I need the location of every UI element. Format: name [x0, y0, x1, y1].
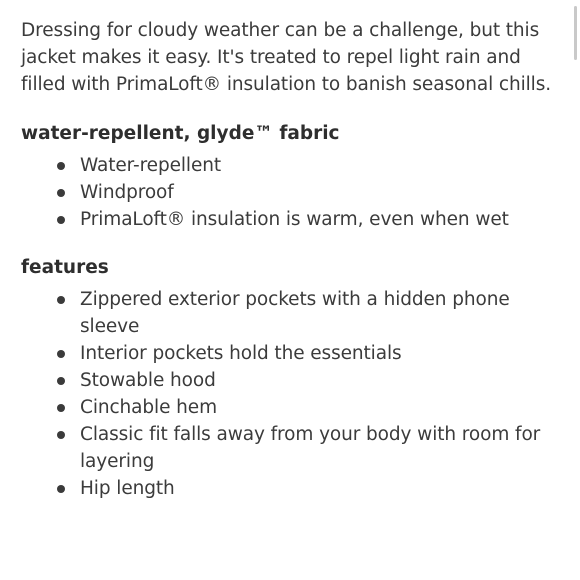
list-item — [21, 152, 569, 179]
bullet-icon — [57, 377, 65, 385]
list-item-text: Cinchable hem — [80, 397, 217, 418]
list-item-text: PrimaLoft® insulation is warm, even when wet — [80, 209, 509, 230]
features-list — [21, 286, 569, 502]
list-item — [21, 421, 569, 475]
list-item-text: Hip length — [80, 478, 175, 499]
list-item — [21, 206, 569, 233]
list-item — [21, 394, 569, 421]
list-item — [21, 367, 569, 394]
scrollbar[interactable] — [574, 6, 577, 60]
bullet-icon — [57, 216, 65, 224]
bullet-icon — [57, 189, 65, 197]
fabric-list — [21, 152, 569, 233]
list-item-text: Stowable hood — [80, 370, 216, 391]
list-item-text: Zippered exterior pockets with a hidden phone sleeve — [80, 289, 510, 337]
intro-paragraph: Dressing for cloudy weather can be a challenge, but this jacket makes it easy. It's treated to repel light rain and filled with PrimaLoft® insulation to banish seasonal chills. — [21, 20, 552, 95]
bullet-icon — [57, 431, 65, 439]
features-heading: features — [21, 257, 109, 278]
list-item — [21, 475, 569, 502]
list-item — [21, 179, 569, 206]
bullet-icon — [57, 404, 65, 412]
list-item-text: Water-repellent — [80, 155, 222, 176]
list-item — [21, 286, 569, 340]
list-item-text: Interior pockets hold the essentials — [80, 343, 402, 364]
list-item — [21, 340, 569, 367]
list-item-text: Windproof — [80, 182, 174, 203]
bullet-icon — [57, 350, 65, 358]
bullet-icon — [57, 296, 65, 304]
bullet-icon — [57, 162, 65, 170]
product-description — [21, 17, 569, 502]
list-item-text: Classic fit falls away from your body with room for layering — [80, 424, 541, 472]
bullet-icon — [57, 485, 65, 493]
fabric-heading: water-repellent, glyde™ fabric — [21, 123, 340, 144]
